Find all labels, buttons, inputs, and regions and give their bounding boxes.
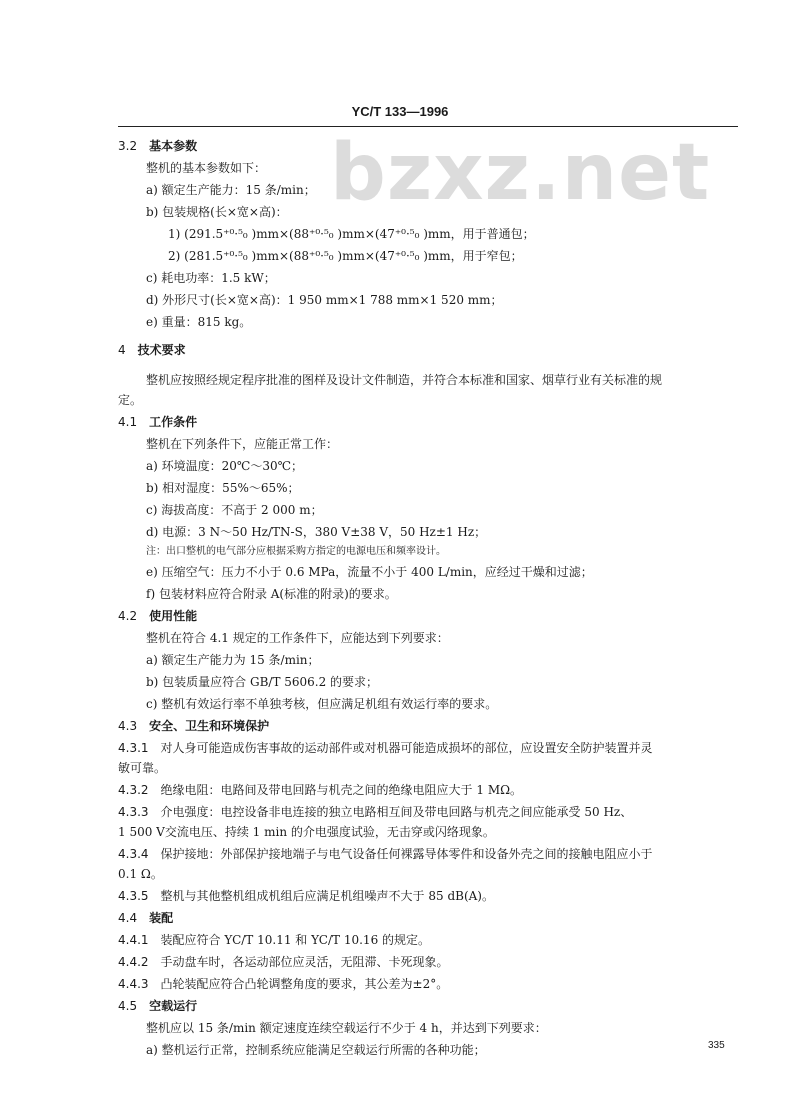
- line-text: 整机应按照经规定程序批准的图样及设计文件制造，并符合本标准和国家、烟草行业有关标准的规: [146, 373, 663, 387]
- line-text: 空载运行: [149, 999, 198, 1013]
- section-heading: [118, 608, 197, 624]
- line-text: 安全、卫生和环境保护: [149, 719, 270, 733]
- line-text: 基本参数: [149, 139, 198, 153]
- section-heading: [118, 138, 197, 154]
- line-text: c) 整机有效运行率不单独考核，但应满足机组有效运行率的要求。: [146, 697, 498, 711]
- text-line: [146, 674, 378, 690]
- line-text: 绝缘电阻：电路间及带电回路与机壳之间的绝缘电阻应大于 1 MΩ。: [160, 783, 523, 797]
- line-text: 整机与其他整机组成机组后应满足机组噪声不大于 85 dB(A)。: [160, 889, 494, 903]
- line-text: e) 压缩空气：压力不小于 0.6 MPa，流量不小于 400 L/min，应经过干燥和过滤；: [146, 565, 593, 579]
- text-line: [146, 458, 303, 474]
- numbered-clause: [118, 846, 653, 862]
- text-line: [118, 760, 166, 776]
- section-heading: [118, 910, 173, 926]
- text-line: [146, 1020, 547, 1036]
- clause-number: 4.3.3: [118, 805, 149, 819]
- text-line: [118, 392, 142, 408]
- section-heading: [118, 718, 269, 734]
- line-text: a) 环境温度：20℃～30℃；: [146, 459, 304, 473]
- text-line: [168, 226, 535, 242]
- text-line: [146, 1042, 486, 1058]
- line-text: c) 海拔高度：不高于 2 000 m；: [146, 503, 323, 517]
- section-heading: [118, 414, 197, 430]
- line-text: 使用性能: [149, 609, 198, 623]
- line-text: 技术要求: [137, 343, 186, 357]
- line-text: 整机在下列条件下，应能正常工作：: [146, 437, 339, 451]
- text-line: [146, 372, 662, 388]
- clause-number: 4.4.1: [118, 933, 149, 947]
- clause-number: 4.2: [118, 609, 138, 623]
- line-text: 0.1 Ω。: [118, 867, 163, 881]
- clause-number: 4.3.5: [118, 889, 149, 903]
- line-text: 2) (281.5⁺⁰·⁵₀ )mm×(88⁺⁰·⁵₀ )mm×(47⁺⁰·⁵₀ )mm，用于窄包；: [168, 249, 523, 263]
- line-text: 1 500 V交流电压、持续 1 min 的介电强度试验，无击穿或闪络现象。: [118, 825, 495, 839]
- clause-number: 4.4: [118, 911, 138, 925]
- line-text: a) 额定生产能力为 15 条/min；: [146, 653, 320, 667]
- line-text: e) 重量：815 kg。: [146, 315, 252, 329]
- text-line: [118, 866, 163, 882]
- text-line: [146, 696, 497, 712]
- clause-number: 4.4.2: [118, 955, 149, 969]
- line-text: d) 外形尺寸(长×宽×高)：1 950 mm×1 788 mm×1 520 mm；: [146, 293, 503, 307]
- line-text: 保护接地：外部保护接地端子与电气设备任何裸露导体零件和设备外壳之间的接触电阻应小于: [160, 847, 653, 861]
- text-line: [146, 292, 503, 308]
- text-line: [118, 824, 495, 840]
- text-line: [146, 480, 300, 496]
- text-line: [146, 652, 320, 668]
- line-text: b) 包装规格(长×宽×高)：: [146, 205, 288, 219]
- clause-number: 4.1: [118, 415, 138, 429]
- text-line: [168, 248, 523, 264]
- line-text: 整机的基本参数如下：: [146, 161, 267, 175]
- text-line: [146, 564, 593, 580]
- page-number: 335: [708, 1040, 725, 1051]
- line-text: 整机在符合 4.1 规定的工作条件下，应能达到下列要求：: [146, 631, 449, 645]
- text-line: [146, 586, 397, 602]
- text-line: [146, 270, 276, 286]
- clause-number: 4.3: [118, 719, 138, 733]
- line-text: 工作条件: [149, 415, 198, 429]
- line-text: 凸轮装配应符合凸轮调整角度的要求，其公差为±2°。: [160, 977, 449, 991]
- numbered-clause: [118, 976, 448, 992]
- line-text: 手动盘车时，各运动部位应灵活，无阻滞、卡死现象。: [160, 955, 449, 969]
- clause-number: 4.3.2: [118, 783, 149, 797]
- text-line: [146, 182, 316, 198]
- line-text: 对人身可能造成伤害事故的运动部件或对机器可能造成损坏的部位，应设置安全防护装置并灵: [160, 741, 653, 755]
- numbered-clause: [118, 782, 522, 798]
- numbered-clause: [118, 888, 494, 904]
- line-text: b) 包装质量应符合 GB/T 5606.2 的要求；: [146, 675, 379, 689]
- line-text: 注：出口整机的电气部分应根据采购方指定的电源电压和频率设计。: [146, 546, 446, 557]
- clause-number: 3.2: [118, 139, 138, 153]
- header-divider: [118, 126, 738, 127]
- text-line: [146, 502, 323, 518]
- clause-number: 4.5: [118, 999, 138, 1013]
- line-text: a) 额定生产能力：15 条/min；: [146, 183, 316, 197]
- text-line: [146, 204, 288, 220]
- line-text: 装配: [149, 911, 174, 925]
- line-text: 敏可靠。: [118, 761, 167, 775]
- line-text: 整机应以 15 条/min 额定速度连续空载运行不少于 4 h，并达到下列要求：: [146, 1021, 547, 1035]
- document-code: YC/T 133—1996: [351, 104, 449, 119]
- section-heading: [118, 342, 186, 358]
- numbered-clause: [118, 932, 430, 948]
- numbered-clause: [118, 804, 632, 820]
- clause-number: 4.3.1: [118, 741, 149, 755]
- numbered-clause: [118, 954, 449, 970]
- clause-number: 4.3.4: [118, 847, 149, 861]
- note-line: [146, 544, 446, 560]
- numbered-clause: [118, 740, 653, 756]
- clause-number: 4.4.3: [118, 977, 149, 991]
- line-text: 装配应符合 YC/T 10.11 和 YC/T 10.16 的规定。: [160, 933, 431, 947]
- line-text: 定。: [118, 393, 143, 407]
- text-line: [146, 630, 449, 646]
- watermark-text: bzxz.net: [330, 128, 711, 218]
- line-text: 介电强度：电控设备非电连接的独立电路相互间及带电回路与机壳之间应能承受 50 Hz、: [160, 805, 633, 819]
- line-text: b) 相对湿度：55%～65%；: [146, 481, 300, 495]
- line-text: 1) (291.5⁺⁰·⁵₀ )mm×(88⁺⁰·⁵₀ )mm×(47⁺⁰·⁵₀ )mm，用于普通包；: [168, 227, 535, 241]
- clause-number: 4: [118, 343, 126, 357]
- line-text: f) 包装材料应符合附录 A(标准的附录)的要求。: [146, 587, 397, 601]
- text-line: [146, 436, 338, 452]
- line-text: a) 整机运行正常，控制系统应能满足空载运行所需的各种功能；: [146, 1043, 486, 1057]
- line-text: d) 电源：3 N～50 Hz/TN-S，380 V±38 V，50 Hz±1 Hz；: [146, 525, 487, 539]
- text-line: [146, 524, 486, 540]
- line-text: c) 耗电功率：1.5 kW；: [146, 271, 276, 285]
- section-heading: [118, 998, 197, 1014]
- text-line: [146, 160, 266, 176]
- text-line: [146, 314, 251, 330]
